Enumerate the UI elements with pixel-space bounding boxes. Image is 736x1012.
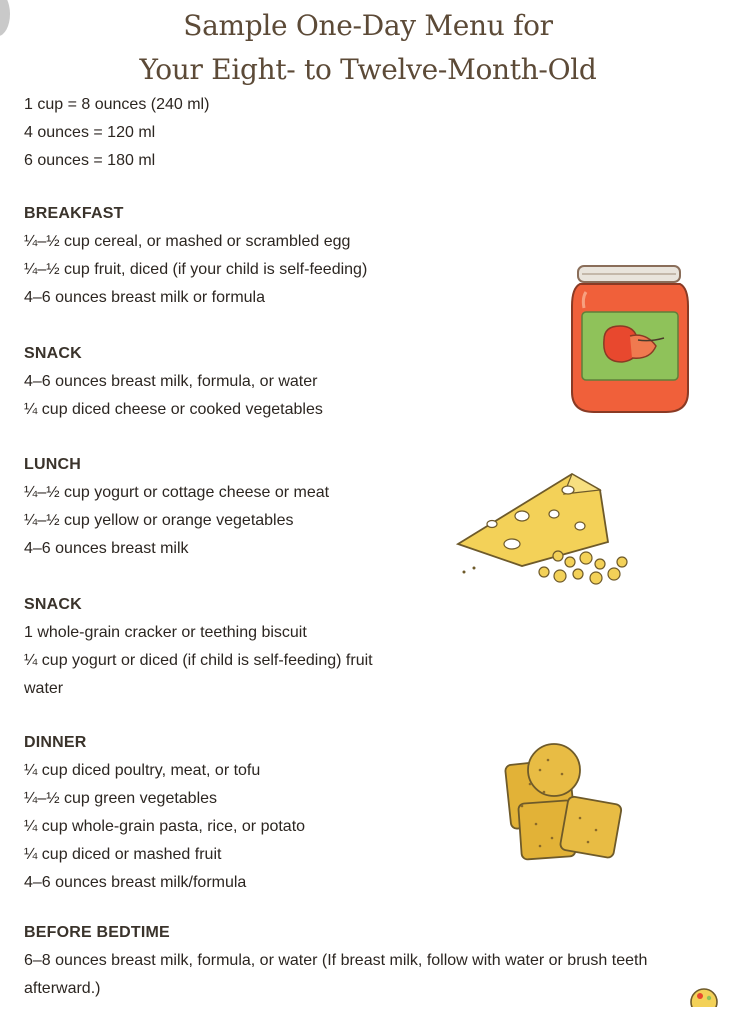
meal-heading: DINNER <box>24 734 87 751</box>
meal-heading: BREAKFAST <box>24 205 124 222</box>
meal-item: 4–6 ounces breast milk/formula <box>24 874 247 891</box>
meal-item: ¼ cup whole-grain pasta, rice, or potato <box>24 818 306 835</box>
crackers-icon <box>500 740 630 870</box>
meal-item: 4–6 ounces breast milk <box>24 540 189 557</box>
page-title <box>0 4 736 92</box>
corner-decoration-icon <box>684 980 724 1007</box>
conversion-item: 6 ounces = 180 ml <box>24 152 156 169</box>
conversion-list <box>24 91 209 175</box>
meal-item: ¼ cup yogurt or diced (if child is self-feeding) fruit <box>24 652 373 669</box>
cheese-wedge-icon <box>452 468 642 594</box>
meal-heading: SNACK <box>24 596 82 613</box>
meal-item: ¼ cup diced poultry, meat, or tofu <box>24 762 261 779</box>
meal-heading: BEFORE BEDTIME <box>24 924 170 941</box>
baby-food-jar-icon <box>560 262 700 420</box>
conversion-item: 1 cup = 8 ounces (240 ml) <box>24 96 210 113</box>
meal-item: water <box>24 680 64 697</box>
meal-dinner <box>24 729 305 897</box>
meal-before-bedtime <box>24 919 714 1003</box>
title-line-1: Sample One-Day Menu for <box>183 9 553 42</box>
meal-item: 4–6 ounces breast milk or formula <box>24 289 265 306</box>
meal-item: ¼ cup diced or mashed fruit <box>24 846 222 863</box>
meal-heading: LUNCH <box>24 456 81 473</box>
meal-item: ¼–½ cup cereal, or mashed or scrambled egg <box>24 233 351 250</box>
meal-item: ¼–½ cup yellow or orange vegetables <box>24 512 294 529</box>
meal-breakfast <box>24 200 367 312</box>
meal-snack-afternoon <box>24 591 373 703</box>
meal-item: 6–8 ounces breast milk, formula, or water (If breast milk, follow with water or brush teeth afterward.) <box>24 952 648 997</box>
title-line-2: Your Eight- to Twelve-Month-Old <box>139 53 597 86</box>
meal-lunch <box>24 451 329 563</box>
meal-heading: SNACK <box>24 345 82 362</box>
meal-item: ¼–½ cup yogurt or cottage cheese or meat <box>24 484 330 501</box>
meal-item: ¼ cup diced cheese or cooked vegetables <box>24 401 323 418</box>
meal-item: 1 whole-grain cracker or teething biscuit <box>24 624 307 641</box>
meal-item: ¼–½ cup fruit, diced (if your child is self-feeding) <box>24 261 368 278</box>
meal-item: ¼–½ cup green vegetables <box>24 790 218 807</box>
meal-snack-morning <box>24 340 323 424</box>
conversion-item: 4 ounces = 120 ml <box>24 124 156 141</box>
meal-item: 4–6 ounces breast milk, formula, or water <box>24 373 318 390</box>
